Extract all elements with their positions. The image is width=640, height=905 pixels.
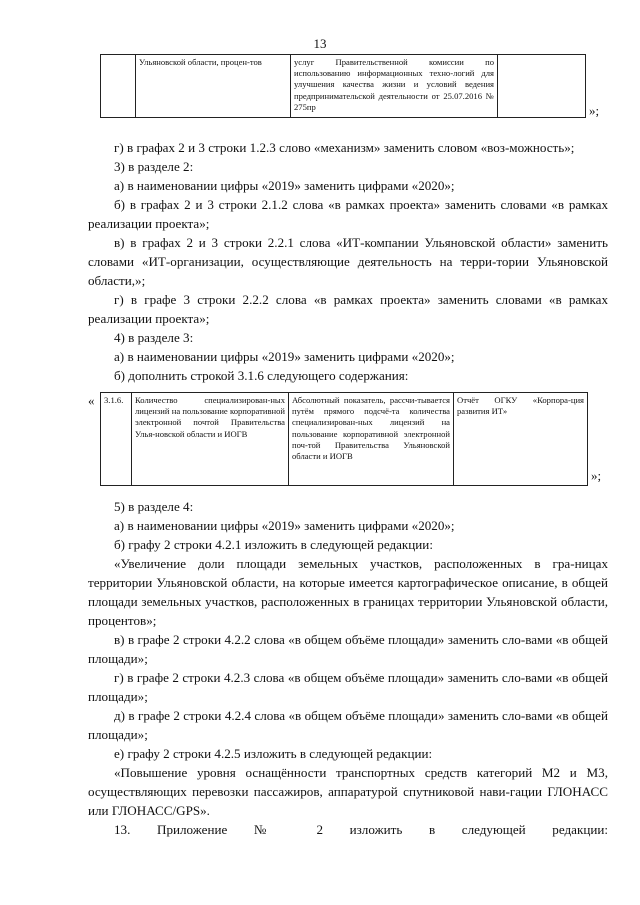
paragraph: г) в графах 2 и 3 строки 1.2.3 слово «механизм» заменить словом «воз-можность»; — [114, 140, 575, 155]
paragraph: д) в графе 2 строки 4.2.4 слова «в общем объёме площади» заменить сло-вами «в общей площади»; — [88, 708, 608, 742]
paragraph: 13. Приложение № 2 изложить в следующей редакции: — [114, 822, 608, 837]
table-row — [101, 55, 586, 118]
closing-quote: »; — [589, 103, 600, 118]
closing-quote: »; — [591, 468, 602, 483]
paragraph: г) в графе 2 строки 4.2.3 слова «в общем объёме площади» заменить сло-вами «в общей площади»; — [88, 670, 608, 704]
table-cell-empty — [101, 55, 136, 118]
table-cell-method: Абсолютный показатель, рассчи-тывается путём прямого подсчё-та количества специализирован-ных лицензий на пользование корпоративной электронной поч-той Правительства Ульяновской области и ИОГВ — [289, 393, 454, 486]
paragraph: б) графу 2 строки 4.2.1 изложить в следующей редакции: — [114, 537, 433, 552]
table-cell-source: услуг Правительственной комиссии по использованию информационных техно-логий для улучшения качества жизни и условий ведения предпринимательской деятельности от 25.07.2016 № 275пр — [291, 55, 498, 118]
table-new-row-3-1-6 — [100, 392, 588, 486]
paragraph: а) в наименовании цифры «2019» заменить цифрами «2020»; — [114, 178, 455, 193]
paragraph: б) в графах 2 и 3 строки 2.1.2 слова «в рамках проекта» заменить словами «в рамках реализации проекта»; — [88, 197, 608, 231]
table-row — [101, 393, 588, 486]
paragraph: 4) в разделе 3: — [114, 330, 194, 345]
paragraph: «Повышение уровня оснащённости транспортных средств категорий М2 и М3, осуществляющих перевозки пассажиров, аппаратурой спутниковой нави-гации ГЛОНАСС или ГЛОНАСС/GPS». — [88, 765, 608, 818]
paragraph: е) графу 2 строки 4.2.5 изложить в следующей редакции: — [114, 746, 433, 761]
paragraph: в) в графе 2 строки 4.2.2 слова «в общем объёме площади» заменить сло-вами «в общей площади»; — [88, 632, 608, 666]
page-number: 13 — [313, 36, 327, 51]
table-top-fragment — [100, 54, 586, 118]
body-text-block-2 — [88, 497, 608, 839]
table-cell-source: Отчёт ОГКУ «Корпора-ция развития ИТ» — [454, 393, 588, 486]
paragraph: «Увеличение доли площади земельных участков, расположенных в гра-ницах территории Ульяновской области, на которые имеется картографическое описание, в общей площади земельных участков, расположенных в границах территории Ульяновской области, процентов»; — [88, 556, 608, 628]
paragraph: 3) в разделе 2: — [114, 159, 194, 174]
paragraph: а) в наименовании цифры «2019» заменить цифрами «2020»; — [114, 518, 455, 533]
paragraph: в) в графах 2 и 3 строки 2.2.1 слова «ИТ-компании Ульяновской области» заменить словами «ИТ-организации, осуществляющие деятельность на терри-тории Ульяновской области,»; — [88, 235, 608, 288]
paragraph: б) дополнить строкой 3.1.6 следующего содержания: — [114, 368, 409, 383]
table-cell-number: 3.1.6. — [101, 393, 132, 486]
table-cell-unit: Ульяновской области, процен-тов — [136, 55, 291, 118]
table-cell-empty — [498, 55, 586, 118]
paragraph: а) в наименовании цифры «2019» заменить цифрами «2020»; — [114, 349, 455, 364]
opening-quote: « — [88, 393, 95, 408]
body-text-block-1 — [88, 138, 608, 385]
paragraph: 5) в разделе 4: — [114, 499, 194, 514]
paragraph: г) в графе 3 строки 2.2.2 слова «в рамках проекта» заменить словами «в рамках реализации проекта»; — [88, 292, 608, 326]
table-cell-indicator: Количество специализирован-ных лицензий на пользование корпоративной электронной почтой Правительства Улья-новской области и ИОГВ — [132, 393, 289, 486]
